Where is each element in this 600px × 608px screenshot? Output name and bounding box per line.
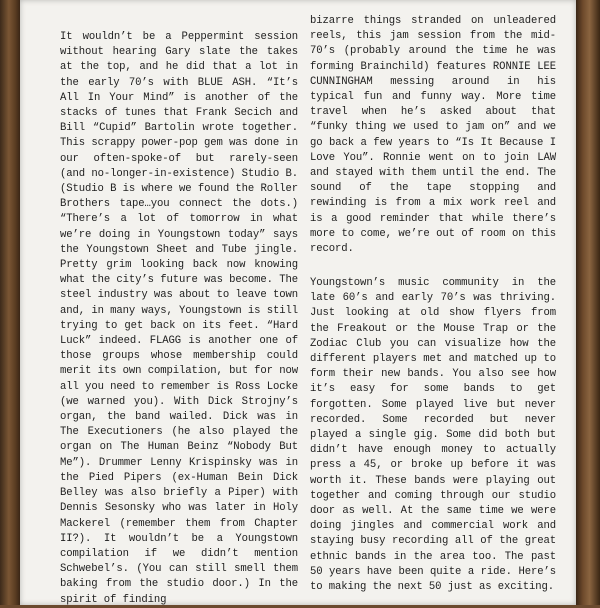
right-column-top-text: bizarre things stranded on unleadered reels, this jam session from the mid-70’s (probably around the time he was forming Brainchild) features RONNIE LEE CUNNINGHAM messing around in his typical fun and funny way. More time travel when he’s asked about that “funky thing we used to jam on” and we go back a few years to “Is It Because I Love You”. Ronnie went on to join LAW and stayed with them until the end. The sound of the tape stopping and rewinding is from a mix work reel and is a good reminder that while there’s more to come, we’re out of room on this record. <box>310 15 556 256</box>
liner-notes-page <box>20 0 576 605</box>
right-column-top <box>310 14 556 257</box>
right-column-bottom <box>310 276 556 595</box>
left-column-text: It wouldn’t be a Peppermint session without hearing Gary slate the takes at the top, and he did that a lot in the early 70’s with BLUE ASH. “It’s All In Your Mind” is another of the stacks of tunes that Frank Secich and Bill “Cupid” Bartolin wrote together. This scrappy power-pop gem was done in our often-spoke-of but rarely-seen (and no-longer-in-existence) Studio B. (Studio B is where we found the Roller Brothers tape…you connect the dots.) “There’s a lot of tomorrow in what we’re doing in Youngstown today” says the Youngstown Sheet and Tube jingle. Pretty grim looking back now knowing what the city’s future was become. The steel industry was about to leave town and, in many ways, Youngstown is still trying to get back on its feet. “Hard Luck” indeed. FLAGG is another one of those groups whose membership could merit its own compilation, but for now all you need to remember is Ross Locke (we warned you). With Dick Strojny’s organ, the band wailed. Dick was in The Executioners (he also played the organ on The Human Beinz “Nobody But Me”). Drummer Lenny Krispinsky was in the Pied Pipers (ex-Human Bein Dick Belley was also briefly a Piper) with Dennis Sesonsky who was later in Holy Mackerel (remember them from Chapter II?). It wouldn’t be a Youngstown compilation if we didn’t mention Schwebel’s. (You can still smell them baking from the studio door.) In the spirit of finding <box>60 31 298 606</box>
right-column-bottom-text: Youngstown’s music community in the late 60’s and early 70’s was thriving. Just looking at old show flyers from the Freakout or the Mouse Trap or the Zodiac Club you can visualize how the different players met and matched up to form their new bands. You also see how it’s easy for some bands to get forgotten. Some played live but never recorded. Some recorded but never played a single gig. Some did both but didn’t have enough money to actually press a 45, or broke up before it was worth it. These bands were playing out together and coming through our studio door as well. At the same time we were doing jingles and commercial work and staying busy recording all of the great ethnic bands in the area too. The past 50 years have been quite a ride. Here’s to making the next 50 just as exciting. <box>310 277 556 594</box>
scan-edge-right <box>574 0 600 605</box>
left-column <box>60 30 298 608</box>
scan-edge-left <box>0 0 22 605</box>
